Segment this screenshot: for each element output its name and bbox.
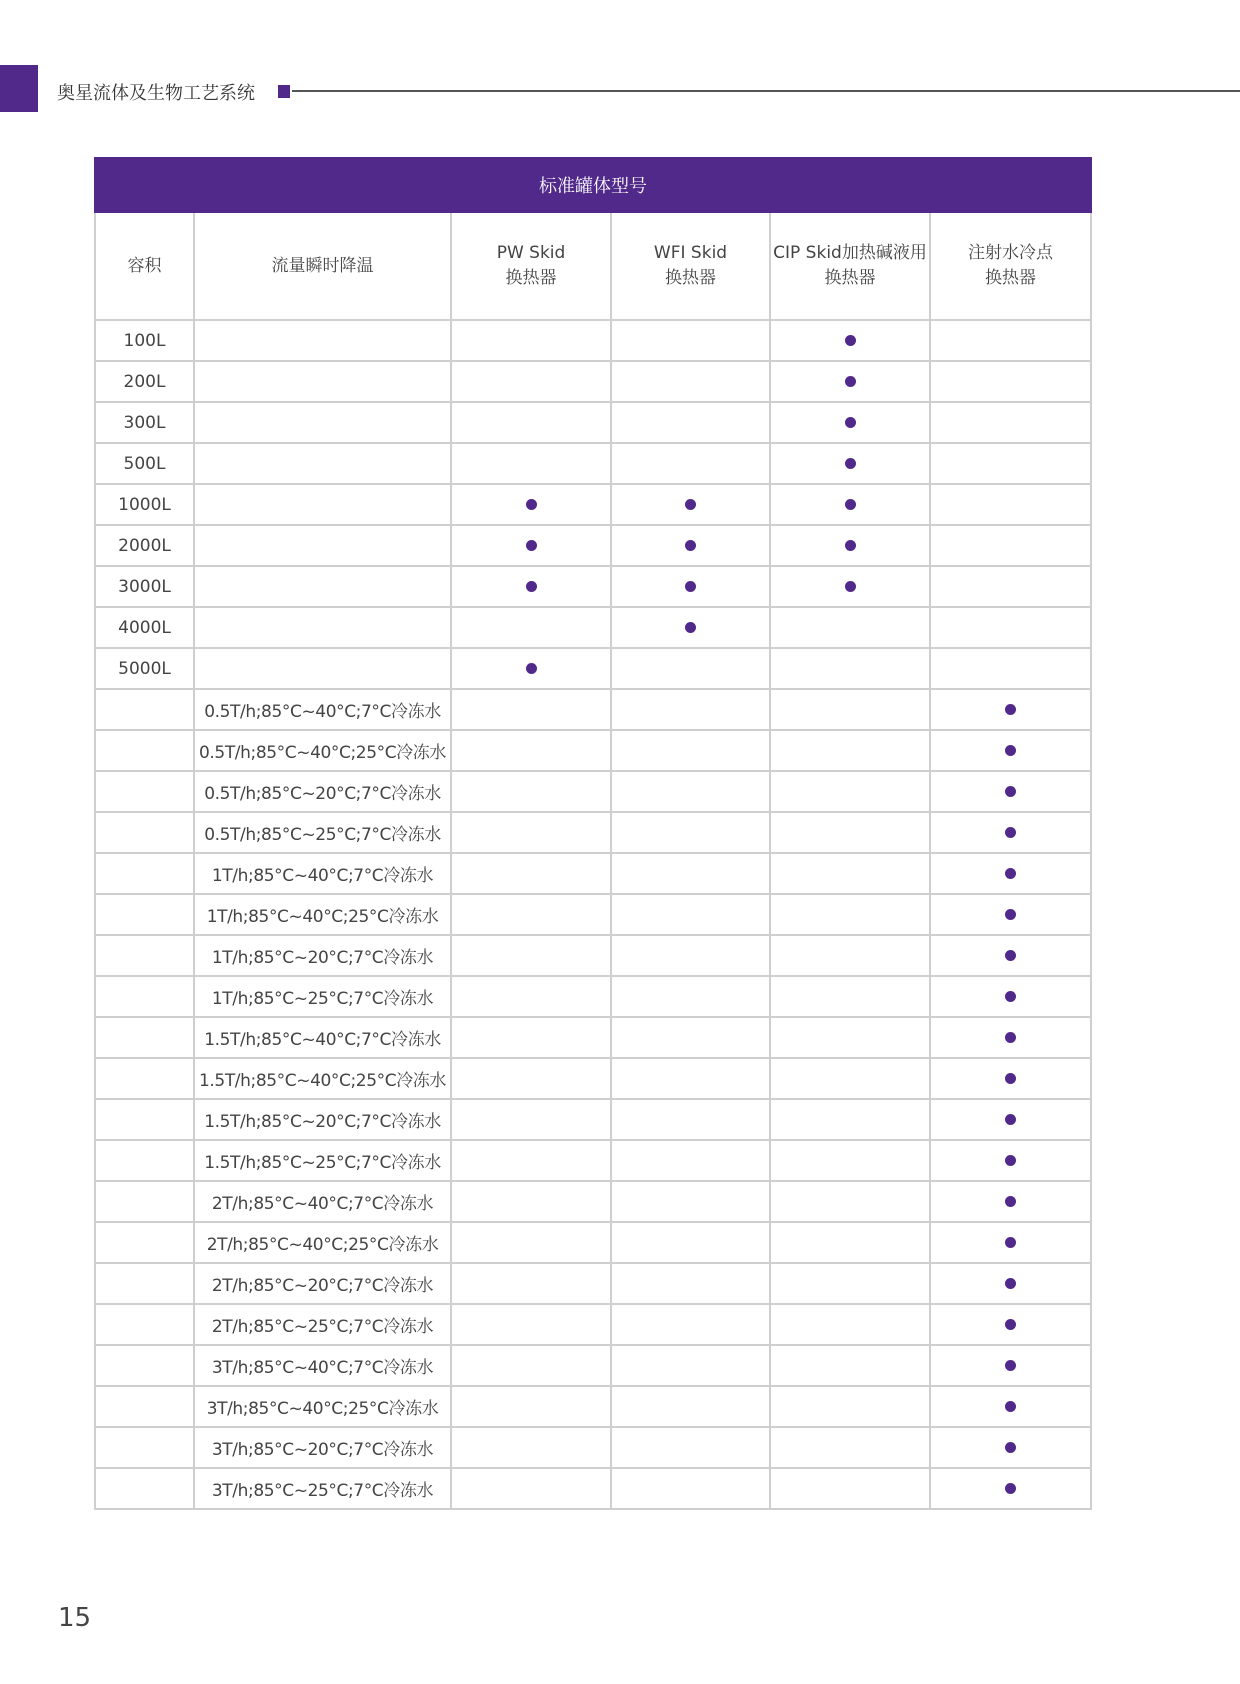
mark-cell-pw <box>451 361 611 402</box>
corner-accent-block <box>0 65 38 112</box>
mark-cell-wfi <box>611 1058 770 1099</box>
volume-cell <box>95 812 194 853</box>
column-header-wfi-skid <box>611 212 770 320</box>
column-header-line1: 容积 <box>127 255 162 276</box>
applicable-dot-icon <box>1005 1155 1016 1166</box>
mark-cell-wfi <box>611 566 770 607</box>
volume-cell <box>95 1263 194 1304</box>
volume-cell: 4000L <box>95 607 194 648</box>
mark-cell-wfi <box>611 1099 770 1140</box>
applicable-dot-icon <box>845 499 856 510</box>
applicable-dot-icon <box>1005 1319 1016 1330</box>
flow-cooling-cell <box>194 566 451 607</box>
mark-cell-wfi-cold <box>930 484 1091 525</box>
table-row <box>95 320 1091 361</box>
table-row <box>95 525 1091 566</box>
mark-cell-wfi-cold <box>930 771 1091 812</box>
table-row <box>95 1140 1091 1181</box>
mark-cell-cip <box>770 730 930 771</box>
mark-cell-pw <box>451 1181 611 1222</box>
mark-cell-wfi <box>611 361 770 402</box>
mark-cell-pw <box>451 730 611 771</box>
table-row <box>95 484 1091 525</box>
mark-cell-pw <box>451 853 611 894</box>
applicable-dot-icon <box>845 376 856 387</box>
page-number: 15 <box>58 1603 92 1633</box>
table-row <box>95 976 1091 1017</box>
mark-cell-wfi <box>611 1345 770 1386</box>
volume-cell <box>95 730 194 771</box>
mark-cell-pw <box>451 648 611 689</box>
applicable-dot-icon <box>1005 704 1016 715</box>
mark-cell-cip <box>770 1140 930 1181</box>
volume-cell: 3000L <box>95 566 194 607</box>
mark-cell-pw <box>451 1386 611 1427</box>
flow-cooling-cell: 3T/h;85°C~25°C;7°C冷冻水 <box>194 1468 451 1509</box>
header-square-marker <box>278 85 290 98</box>
column-header-line1: CIP Skid加热碱液用 <box>773 243 927 263</box>
flow-cooling-cell: 1.5T/h;85°C~40°C;25°C冷冻水 <box>194 1058 451 1099</box>
column-header-pw-skid <box>451 212 611 320</box>
volume-cell <box>95 976 194 1017</box>
mark-cell-pw <box>451 607 611 648</box>
mark-cell-cip <box>770 1468 930 1509</box>
mark-cell-cip <box>770 566 930 607</box>
mark-cell-cip <box>770 1222 930 1263</box>
column-header-line2: 换热器 <box>505 268 557 288</box>
flow-cooling-cell: 1.5T/h;85°C~25°C;7°C冷冻水 <box>194 1140 451 1181</box>
flow-cooling-cell <box>194 648 451 689</box>
table-row <box>95 1222 1091 1263</box>
mark-cell-wfi <box>611 1263 770 1304</box>
mark-cell-cip <box>770 607 930 648</box>
table-row <box>95 648 1091 689</box>
volume-cell <box>95 1058 194 1099</box>
volume-cell <box>95 894 194 935</box>
flow-cooling-cell: 2T/h;85°C~40°C;25°C冷冻水 <box>194 1222 451 1263</box>
applicable-dot-icon <box>526 581 537 592</box>
volume-cell: 200L <box>95 361 194 402</box>
mark-cell-wfi <box>611 1386 770 1427</box>
table-row <box>95 566 1091 607</box>
flow-cooling-cell <box>194 402 451 443</box>
mark-cell-wfi <box>611 648 770 689</box>
column-header-line1: WFI Skid <box>653 243 728 263</box>
mark-cell-wfi <box>611 730 770 771</box>
mark-cell-cip <box>770 361 930 402</box>
mark-cell-wfi-cold <box>930 443 1091 484</box>
flow-cooling-cell: 3T/h;85°C~40°C;25°C冷冻水 <box>194 1386 451 1427</box>
mark-cell-wfi-cold <box>930 853 1091 894</box>
applicable-dot-icon <box>1005 786 1016 797</box>
mark-cell-pw <box>451 1058 611 1099</box>
applicable-dot-icon <box>685 622 696 633</box>
flow-cooling-cell <box>194 525 451 566</box>
mark-cell-wfi-cold <box>930 935 1091 976</box>
header-divider <box>292 90 1240 92</box>
mark-cell-pw <box>451 443 611 484</box>
flow-cooling-cell: 1T/h;85°C~40°C;25°C冷冻水 <box>194 894 451 935</box>
mark-cell-pw <box>451 320 611 361</box>
mark-cell-cip <box>770 1017 930 1058</box>
applicable-dot-icon <box>1005 1360 1016 1371</box>
applicable-dot-icon <box>845 458 856 469</box>
mark-cell-pw <box>451 1222 611 1263</box>
mark-cell-cip <box>770 1386 930 1427</box>
mark-cell-wfi-cold <box>930 1222 1091 1263</box>
applicable-dot-icon <box>1005 950 1016 961</box>
volume-cell <box>95 1304 194 1345</box>
flow-cooling-cell: 1T/h;85°C~40°C;7°C冷冻水 <box>194 853 451 894</box>
mark-cell-pw <box>451 525 611 566</box>
mark-cell-wfi-cold <box>930 1386 1091 1427</box>
mark-cell-wfi-cold <box>930 566 1091 607</box>
volume-cell <box>95 1222 194 1263</box>
applicable-dot-icon <box>845 335 856 346</box>
column-header-flow-cooling <box>194 212 451 320</box>
table-row <box>95 1427 1091 1468</box>
table-row <box>95 1099 1091 1140</box>
volume-cell: 1000L <box>95 484 194 525</box>
mark-cell-cip <box>770 1304 930 1345</box>
mark-cell-cip <box>770 1181 930 1222</box>
mark-cell-wfi-cold <box>930 1304 1091 1345</box>
mark-cell-wfi <box>611 1304 770 1345</box>
applicable-dot-icon <box>1005 1401 1016 1412</box>
flow-cooling-cell: 2T/h;85°C~20°C;7°C冷冻水 <box>194 1263 451 1304</box>
mark-cell-cip <box>770 812 930 853</box>
applicable-dot-icon <box>1005 1114 1016 1125</box>
mark-cell-wfi-cold <box>930 1017 1091 1058</box>
mark-cell-cip <box>770 525 930 566</box>
table-row <box>95 1017 1091 1058</box>
applicable-dot-icon <box>1005 745 1016 756</box>
mark-cell-wfi <box>611 1140 770 1181</box>
mark-cell-wfi <box>611 976 770 1017</box>
applicable-dot-icon <box>1005 868 1016 879</box>
volume-cell: 5000L <box>95 648 194 689</box>
applicable-dot-icon <box>526 499 537 510</box>
column-header-line2: 换热器 <box>665 268 716 288</box>
applicable-dot-icon <box>845 540 856 551</box>
applicable-dot-icon <box>1005 827 1016 838</box>
table-row <box>95 935 1091 976</box>
mark-cell-wfi <box>611 443 770 484</box>
volume-cell <box>95 689 194 730</box>
mark-cell-wfi-cold <box>930 1181 1091 1222</box>
mark-cell-wfi-cold <box>930 607 1091 648</box>
mark-cell-cip <box>770 648 930 689</box>
volume-cell: 2000L <box>95 525 194 566</box>
mark-cell-wfi <box>611 1468 770 1509</box>
mark-cell-wfi <box>611 484 770 525</box>
mark-cell-wfi <box>611 771 770 812</box>
mark-cell-pw <box>451 1304 611 1345</box>
table-row <box>95 1345 1091 1386</box>
table-row <box>95 894 1091 935</box>
column-header-line2: 换热器 <box>985 268 1037 288</box>
mark-cell-pw <box>451 1427 611 1468</box>
table-row <box>95 853 1091 894</box>
applicable-dot-icon <box>1005 1237 1016 1248</box>
column-header-row <box>95 212 1091 320</box>
mark-cell-wfi-cold <box>930 1099 1091 1140</box>
table-row <box>95 689 1091 730</box>
column-header-line1: 流量瞬时降温 <box>271 255 374 276</box>
mark-cell-wfi-cold <box>930 730 1091 771</box>
applicable-dot-icon <box>526 663 537 674</box>
mark-cell-wfi-cold <box>930 1345 1091 1386</box>
mark-cell-wfi <box>611 525 770 566</box>
mark-cell-wfi-cold <box>930 976 1091 1017</box>
brand-title: 奥星流体及生物工艺系统 <box>57 83 255 104</box>
mark-cell-pw <box>451 1263 611 1304</box>
table-row <box>95 1468 1091 1509</box>
mark-cell-wfi <box>611 1222 770 1263</box>
mark-cell-wfi-cold <box>930 1140 1091 1181</box>
volume-cell: 500L <box>95 443 194 484</box>
mark-cell-wfi <box>611 853 770 894</box>
mark-cell-cip <box>770 853 930 894</box>
flow-cooling-cell <box>194 320 451 361</box>
applicable-dot-icon <box>1005 991 1016 1002</box>
mark-cell-wfi-cold <box>930 689 1091 730</box>
mark-cell-cip <box>770 1058 930 1099</box>
flow-cooling-cell: 0.5T/h;85°C~40°C;25°C冷冻水 <box>194 730 451 771</box>
mark-cell-cip <box>770 1427 930 1468</box>
mark-cell-cip <box>770 976 930 1017</box>
applicable-dot-icon <box>1005 1278 1016 1289</box>
applicable-dot-icon <box>1005 909 1016 920</box>
table-row <box>95 607 1091 648</box>
mark-cell-wfi-cold <box>930 648 1091 689</box>
table-row <box>95 1058 1091 1099</box>
mark-cell-cip <box>770 484 930 525</box>
flow-cooling-cell: 3T/h;85°C~40°C;7°C冷冻水 <box>194 1345 451 1386</box>
mark-cell-pw <box>451 976 611 1017</box>
mark-cell-cip <box>770 935 930 976</box>
mark-cell-wfi <box>611 402 770 443</box>
mark-cell-pw <box>451 1140 611 1181</box>
mark-cell-wfi-cold <box>930 525 1091 566</box>
mark-cell-pw <box>451 894 611 935</box>
mark-cell-pw <box>451 689 611 730</box>
applicable-dot-icon <box>685 540 696 551</box>
mark-cell-wfi <box>611 935 770 976</box>
mark-cell-wfi-cold <box>930 894 1091 935</box>
applicable-dot-icon <box>685 499 696 510</box>
flow-cooling-cell: 0.5T/h;85°C~20°C;7°C冷冻水 <box>194 771 451 812</box>
applicable-dot-icon <box>1005 1032 1016 1043</box>
mark-cell-cip <box>770 402 930 443</box>
column-header-cip-skid <box>770 212 930 320</box>
flow-cooling-cell: 2T/h;85°C~25°C;7°C冷冻水 <box>194 1304 451 1345</box>
flow-cooling-cell: 3T/h;85°C~20°C;7°C冷冻水 <box>194 1427 451 1468</box>
volume-cell <box>95 935 194 976</box>
mark-cell-pw <box>451 566 611 607</box>
flow-cooling-cell <box>194 361 451 402</box>
mark-cell-wfi <box>611 689 770 730</box>
mark-cell-cip <box>770 689 930 730</box>
column-header-wfi-cold-point <box>930 212 1091 320</box>
table-row <box>95 730 1091 771</box>
flow-cooling-cell: 0.5T/h;85°C~40°C;7°C冷冻水 <box>194 689 451 730</box>
flow-cooling-cell <box>194 484 451 525</box>
mark-cell-wfi-cold <box>930 361 1091 402</box>
volume-cell: 100L <box>95 320 194 361</box>
table-row <box>95 812 1091 853</box>
flow-cooling-cell: 1.5T/h;85°C~40°C;7°C冷冻水 <box>194 1017 451 1058</box>
flow-cooling-cell: 1.5T/h;85°C~20°C;7°C冷冻水 <box>194 1099 451 1140</box>
column-header-line1: 注射水冷点 <box>968 243 1054 263</box>
flow-cooling-cell <box>194 443 451 484</box>
volume-cell <box>95 1017 194 1058</box>
mark-cell-cip <box>770 443 930 484</box>
mark-cell-cip <box>770 771 930 812</box>
table-row <box>95 361 1091 402</box>
mark-cell-cip <box>770 320 930 361</box>
table-row <box>95 1263 1091 1304</box>
volume-cell <box>95 1140 194 1181</box>
mark-cell-pw <box>451 1345 611 1386</box>
mark-cell-pw <box>451 402 611 443</box>
mark-cell-wfi-cold <box>930 812 1091 853</box>
mark-cell-wfi-cold <box>930 320 1091 361</box>
mark-cell-wfi-cold <box>930 1263 1091 1304</box>
flow-cooling-cell <box>194 607 451 648</box>
applicable-dot-icon <box>526 540 537 551</box>
table-row <box>95 443 1091 484</box>
volume-cell <box>95 1099 194 1140</box>
mark-cell-pw <box>451 1017 611 1058</box>
mark-cell-wfi <box>611 812 770 853</box>
volume-cell <box>95 1345 194 1386</box>
mark-cell-pw <box>451 484 611 525</box>
mark-cell-cip <box>770 1345 930 1386</box>
applicable-dot-icon <box>845 417 856 428</box>
volume-cell <box>95 853 194 894</box>
mark-cell-pw <box>451 935 611 976</box>
volume-cell: 300L <box>95 402 194 443</box>
mark-cell-pw <box>451 771 611 812</box>
column-header-volume <box>95 212 194 320</box>
volume-cell <box>95 1386 194 1427</box>
column-header-line2: 换热器 <box>824 268 876 288</box>
mark-cell-wfi-cold <box>930 402 1091 443</box>
flow-cooling-cell: 0.5T/h;85°C~25°C;7°C冷冻水 <box>194 812 451 853</box>
mark-cell-wfi <box>611 894 770 935</box>
flow-cooling-cell: 2T/h;85°C~40°C;7°C冷冻水 <box>194 1181 451 1222</box>
table-row <box>95 1304 1091 1345</box>
table-row <box>95 1386 1091 1427</box>
standard-tank-table <box>94 157 1092 1510</box>
volume-cell <box>95 771 194 812</box>
volume-cell <box>95 1181 194 1222</box>
mark-cell-wfi-cold <box>930 1427 1091 1468</box>
column-header-line1: PW Skid <box>496 243 566 263</box>
mark-cell-wfi <box>611 1017 770 1058</box>
mark-cell-wfi <box>611 1181 770 1222</box>
table-title: 标准罐体型号 <box>95 158 1091 212</box>
mark-cell-cip <box>770 1263 930 1304</box>
applicable-dot-icon <box>685 581 696 592</box>
applicable-dot-icon <box>1005 1073 1016 1084</box>
volume-cell <box>95 1468 194 1509</box>
applicable-dot-icon <box>1005 1196 1016 1207</box>
mark-cell-pw <box>451 1468 611 1509</box>
mark-cell-pw <box>451 812 611 853</box>
mark-cell-wfi-cold <box>930 1058 1091 1099</box>
mark-cell-wfi <box>611 320 770 361</box>
applicable-dot-icon <box>845 581 856 592</box>
mark-cell-wfi <box>611 607 770 648</box>
flow-cooling-cell: 1T/h;85°C~20°C;7°C冷冻水 <box>194 935 451 976</box>
mark-cell-pw <box>451 1099 611 1140</box>
applicable-dot-icon <box>1005 1483 1016 1494</box>
table-row <box>95 1181 1091 1222</box>
applicable-dot-icon <box>1005 1442 1016 1453</box>
table-row <box>95 402 1091 443</box>
mark-cell-cip <box>770 894 930 935</box>
volume-cell <box>95 1427 194 1468</box>
mark-cell-wfi-cold <box>930 1468 1091 1509</box>
flow-cooling-cell: 1T/h;85°C~25°C;7°C冷冻水 <box>194 976 451 1017</box>
table-body <box>95 320 1091 1509</box>
table-row <box>95 771 1091 812</box>
mark-cell-cip <box>770 1099 930 1140</box>
mark-cell-wfi <box>611 1427 770 1468</box>
